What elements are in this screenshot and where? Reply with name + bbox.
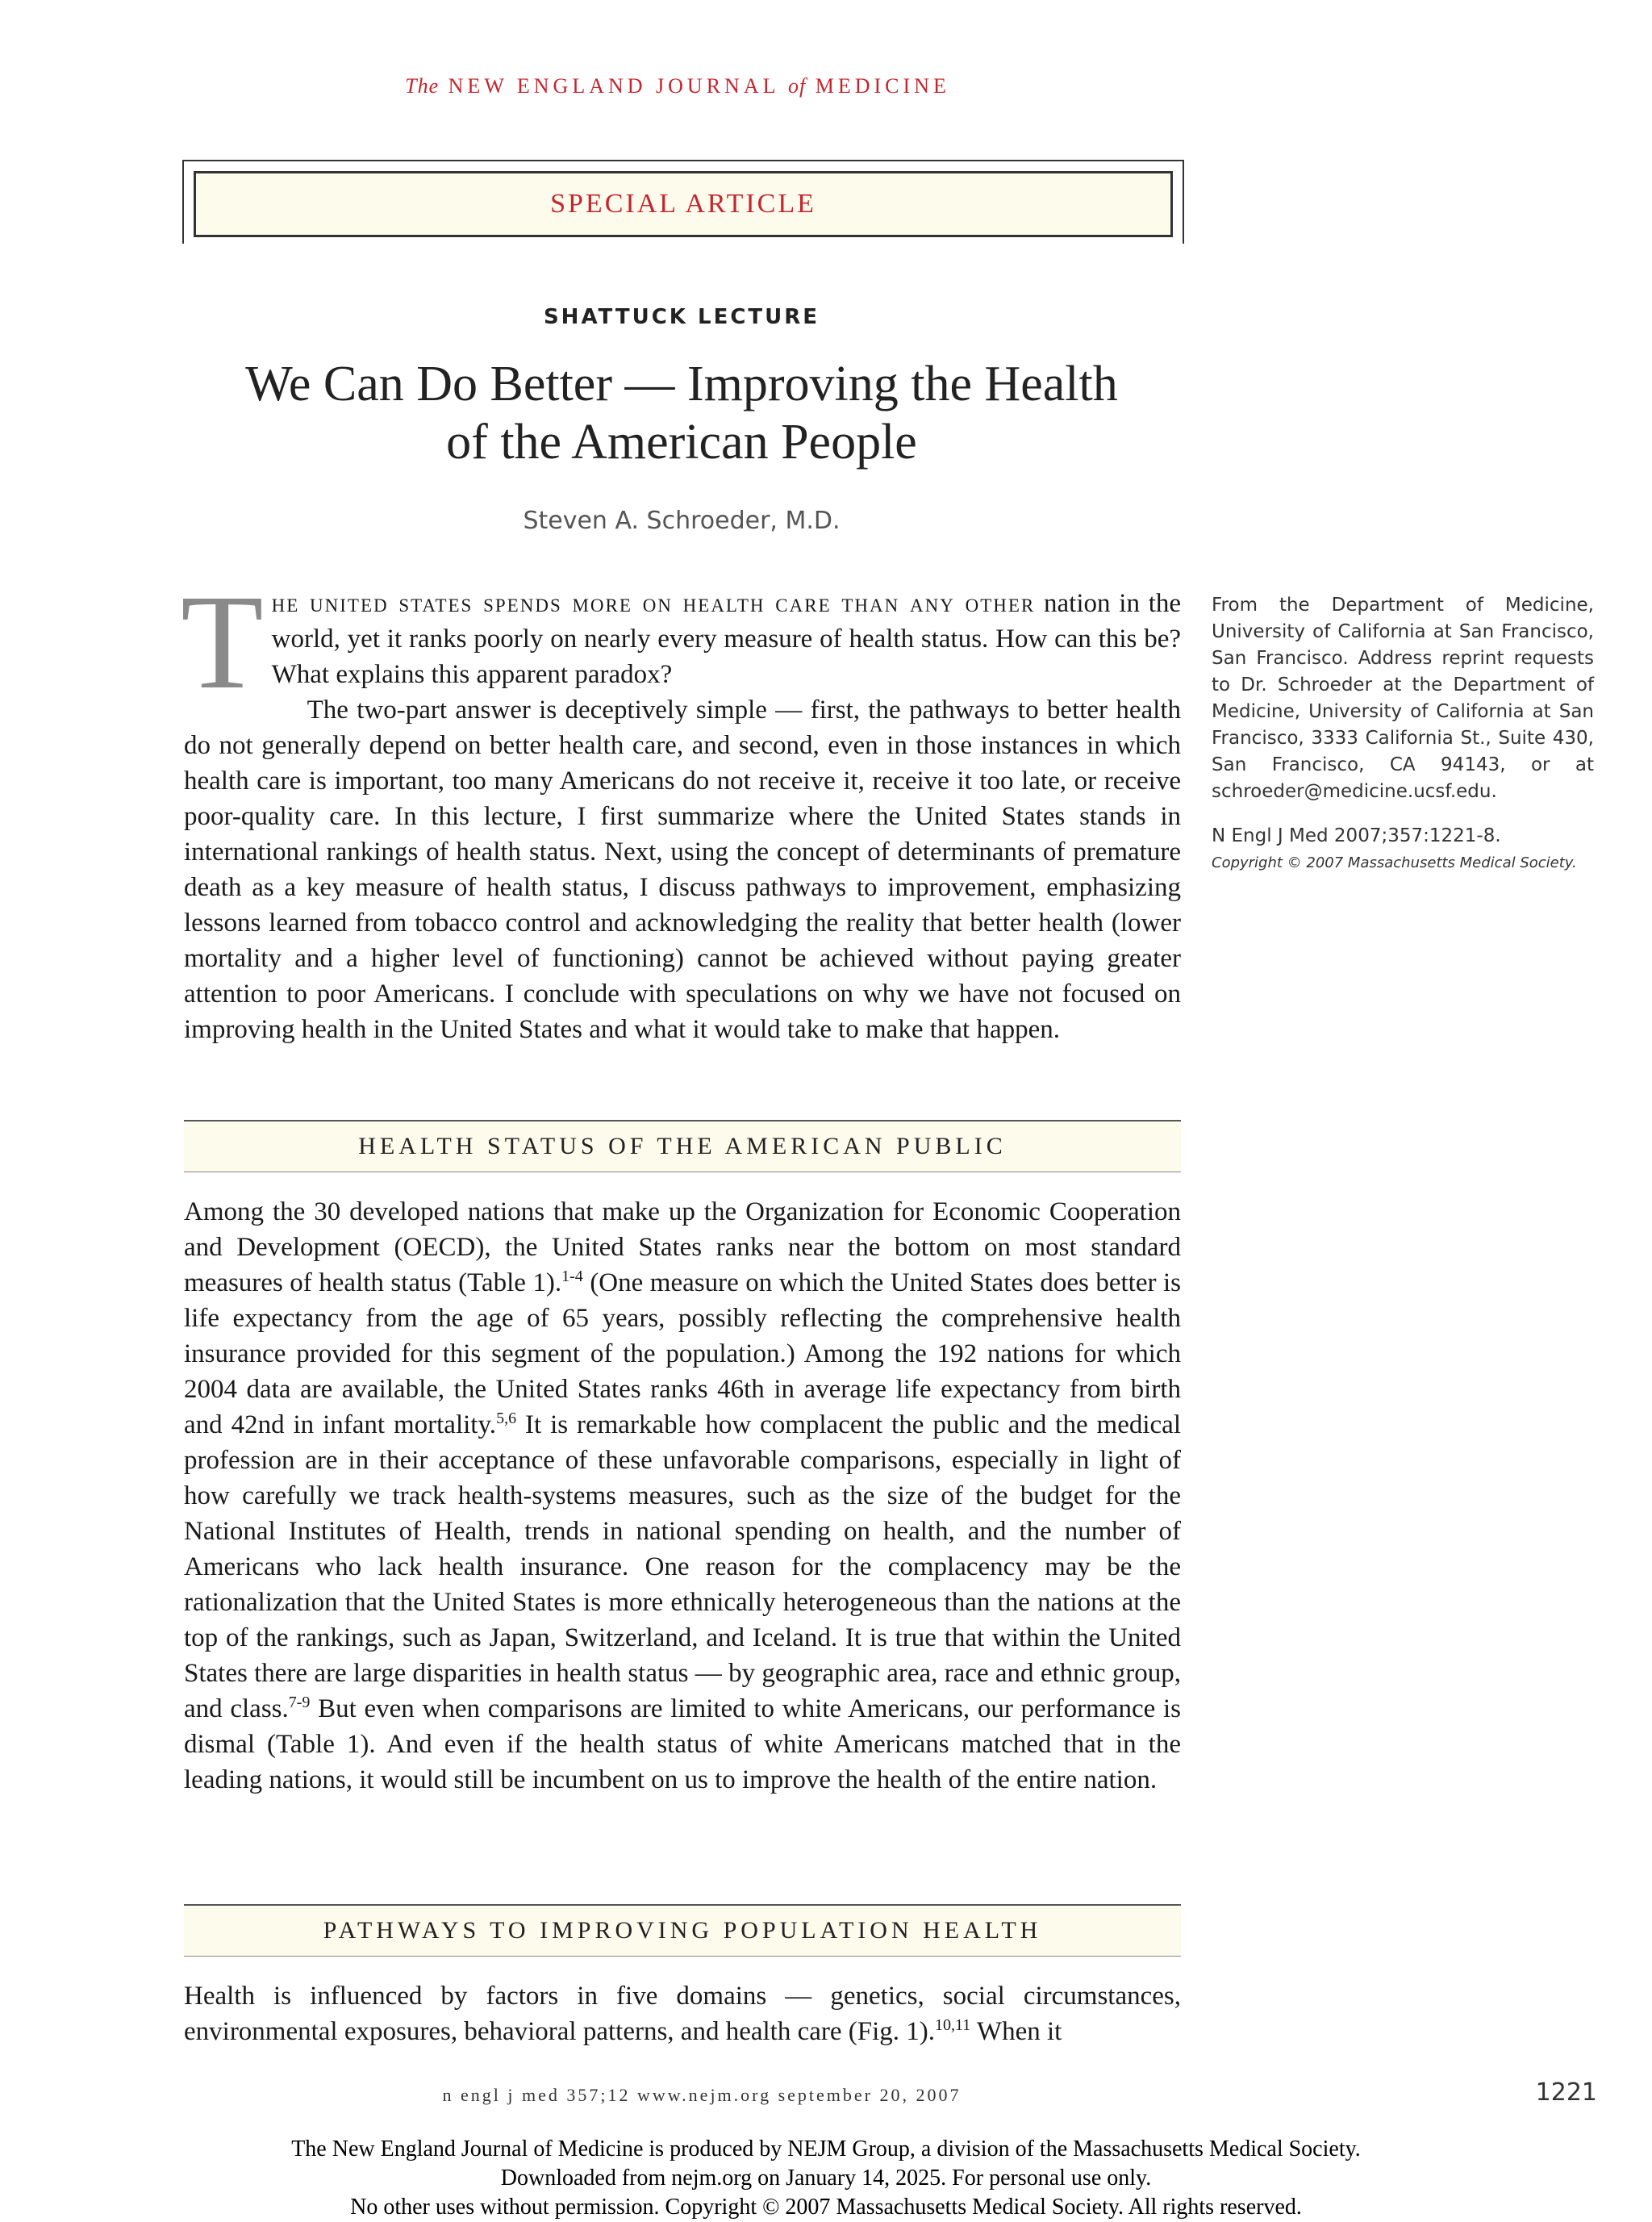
article-kicker: SHATTUCK LECTURE xyxy=(543,305,820,329)
article-author: Steven A. Schroeder, M.D. xyxy=(523,507,841,535)
footer-journal-info: n engl j med 357;12 www.nejm.org september 20, 2007 xyxy=(442,2085,962,2105)
body-text-segment: Among the 30 developed nations that make up the Organization for Economic Cooperation and Development (OECD), the United States ranks near the bottom on most standard measures of health status (Table 1). xyxy=(184,1197,1181,1297)
journal-running-head xyxy=(0,74,1355,98)
section-health-status-body xyxy=(184,1194,1181,1798)
section-heading-pathways xyxy=(184,1904,1181,1957)
abstract-paragraph-1 xyxy=(181,567,1182,717)
section-heading-pathways-label: PATHWAYS TO IMPROVING POPULATION HEALTH xyxy=(323,1917,1042,1944)
title-line-1: We Can Do Better — Improving the Health xyxy=(245,357,1118,411)
page-number: 1221 xyxy=(1535,2078,1597,2107)
section-heading-health-status xyxy=(184,1120,1181,1172)
abstract-paragraph-2: The two-part answer is deceptively simple — first, the pathways to better health do not generally depend on better health care, and second, even in those instances in which health care is important, too many Americans do not receive it, receive it too late, or receive poor-quality care. In this lecture, I first summarize where the United States stands in international rankings of health status. Next, using the concept of determinants of premature death as a key measure of health status, I discuss pathways to improvement, emphasizing lessons learned from tobacco control and acknowledging the reality that better health (lower mortality and a higher level of functioning) cannot be achieved without paying greater attention to poor Americans. I conclude with speculations on why we have not focused on improving health in the United States and what it would take to make that happen. xyxy=(184,695,1181,1044)
body-text-segment: When it xyxy=(970,2017,1062,2046)
special-article-box xyxy=(194,171,1173,237)
running-head-the: The xyxy=(405,74,440,98)
body-text-segment: (One measure on which the United States does better is life expectancy from the age of 65 years, possibly reflecting the comprehensive health insurance provided for this segment of the population.) Among the 192 nations for which 2004 data are available, the United States ranks 46th in average life expectancy from birth and 42nd in infant mortality. xyxy=(184,1268,1181,1439)
section-pathways-body xyxy=(184,1978,1181,2049)
special-article-label: SPECIAL ARTICLE xyxy=(550,189,816,219)
abstract-lead-in: he united states spends more on health care than any other xyxy=(271,589,1036,618)
body-text-segment: Health is influenced by factors in five domains — genetics, social circumstances, environmental exposures, behavioral patterns, and health care (Fig. 1). xyxy=(184,1982,1181,2046)
download-notice-line-1: The New England Journal of Medicine is produced by NEJM Group, a division of the Massachusetts Medical Society. xyxy=(291,2136,1361,2161)
abstract-paragraph-1-text: nation in the world, yet it ranks poorly on nearly every measure of health status. How can this be? What explains this apparent paradox? xyxy=(271,589,1182,689)
download-notice-line-2: Downloaded from nejm.org on January 14, 2025. For personal use only. xyxy=(500,2166,1152,2191)
download-notice xyxy=(0,2135,1652,2222)
reference-superscript: 10,11 xyxy=(935,2016,971,2034)
running-head-journal-part1: NEW ENGLAND JOURNAL xyxy=(448,74,779,98)
abstract xyxy=(181,567,1182,1047)
body-text-segment: But even when comparisons are limited to white Americans, our performance is dismal (Table 1). And even if the health status of white Americans matched that in the leading nations, it would still be incumbent on us to improve the health of the entire nation. xyxy=(184,1694,1181,1794)
drop-cap: T xyxy=(181,567,264,717)
author-affiliation: From the Department of Medicine, University of California at San Francisco, San Francisco. Address reprint requests to Dr. Schroeder at the Department of Medicine, University of California at San Francisco, 3333 California St., Suite 430, San Francisco, CA 94143, or at schroeder@medicine.ucsf.edu. xyxy=(1212,595,1594,802)
section-health-status-paragraph xyxy=(184,1194,1181,1798)
section-pathways-paragraph xyxy=(184,1978,1181,2049)
special-article-banner xyxy=(182,160,1184,244)
download-notice-line-3: No other uses without permission. Copyright © 2007 Massachusetts Medical Society. All rights reserved. xyxy=(350,2195,1302,2220)
citation: N Engl J Med 2007;357:1221-8. xyxy=(1212,825,1501,846)
article-title xyxy=(182,355,1181,471)
sidebar xyxy=(1212,592,1594,876)
reference-superscript: 1-4 xyxy=(561,1268,583,1285)
running-head-journal-part2: MEDICINE xyxy=(815,74,950,98)
reference-superscript: 5,6 xyxy=(496,1410,517,1427)
body-text-segment: It is remarkable how complacent the public and the medical profession are in their acceptance of these unfavorable comparisons, especially in light of how carefully we track health-systems measures, such as the size of the budget for the National Institutes of Health, trends in national spending on health, and the number of Americans who lack health insurance. One reason for the complacency may be the rationalization that the United States is more ethnically heterogeneous than the nations at the top of the rankings, such as Japan, Switzerland, and Iceland. It is true that within the United States there are large disparities in health status — by geographic area, race and ethnic group, and class. xyxy=(184,1410,1181,1723)
running-head-of: of xyxy=(788,74,807,98)
reference-superscript: 7-9 xyxy=(288,1694,311,1711)
copyright-notice: Copyright © 2007 Massachusetts Medical Society. xyxy=(1212,854,1577,871)
section-heading-health-status-label: HEALTH STATUS OF THE AMERICAN PUBLIC xyxy=(358,1133,1007,1159)
title-line-2: of the American People xyxy=(446,415,917,470)
